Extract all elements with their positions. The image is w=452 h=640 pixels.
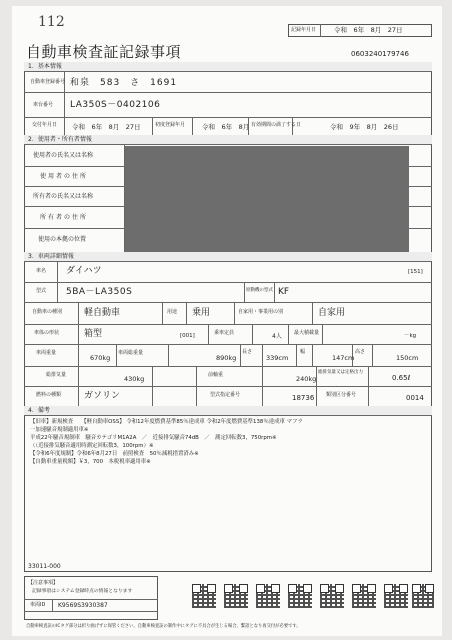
output-label: 総排気量又は定格出力 xyxy=(318,370,363,375)
vehicle-id: K9569S3930387 xyxy=(58,602,108,609)
record-date: 令和 6年 8月 27日 xyxy=(334,26,403,34)
remark-line: 【旧車】新規検査 【軽自動車OSS】 令和12年度燃費基準85％達成車 令和2年度燃費基準138％達成車 マフラ xyxy=(30,419,303,425)
footer-note: 自動車検査証のICタグ部分は折り曲げずに保管ください。自動車検査証の制作中にタグに不具合が生じる場合、繋語となり再交付が必要です。 xyxy=(26,624,301,629)
form-code: 33011-000 xyxy=(28,563,61,570)
chassis-number: LA350S－0402106 xyxy=(70,100,161,110)
make-code: [151] xyxy=(408,269,423,275)
section-basic-heading: 1．基本情報 xyxy=(24,62,432,72)
qr-code xyxy=(384,584,408,608)
first-reg: 令和 6年 8月 xyxy=(202,123,250,131)
height: 150cm xyxy=(396,354,419,362)
page-title: 自動車検査証記録事項 xyxy=(26,43,182,61)
doc-number: 0603240179746 xyxy=(351,50,409,58)
inspection-record-sheet xyxy=(12,6,442,636)
max-load-label: 最大積載量 xyxy=(294,330,320,336)
engine-label: 原動機の型式 xyxy=(246,288,273,293)
qr-code xyxy=(256,584,280,608)
expiry-label: 有効期間の満了する日 xyxy=(251,122,302,128)
type-label: 自動車の種別 xyxy=(32,309,63,315)
chassis-label: 車台番号 xyxy=(33,102,54,108)
vehicle-make: ダイハツ xyxy=(66,266,102,276)
notes-heading: 【注意事項】 xyxy=(28,580,59,586)
vehicle-use: 乗用 xyxy=(192,308,211,318)
use-label: 用途 xyxy=(167,309,178,315)
vehicle-type: 軽自動車 xyxy=(84,308,121,318)
user-address-label: 使用者の住所 xyxy=(40,173,89,180)
remark-line: 【自動車重量税額】￥3，700 本税税率適用車※ xyxy=(30,459,151,465)
first-reg-label: 初度登録年月 xyxy=(155,122,186,128)
class-label: 類別区分番号 xyxy=(326,392,357,398)
width: 147cm xyxy=(332,354,355,362)
issue-date-label: 交付年月日 xyxy=(32,122,58,128)
remark-line: （（近接排気騒音適用時測定回転数3，100rpm）※ xyxy=(30,443,154,449)
user-name-label: 使用者の氏名又は名称 xyxy=(33,152,94,159)
height-label: 高さ xyxy=(355,349,366,355)
displacement-label: 総排気量 xyxy=(46,372,67,378)
cert-number: 18736 xyxy=(292,394,315,402)
fuel-label: 燃料の種類 xyxy=(36,392,62,398)
vehicle-weight: 670kg xyxy=(90,354,111,362)
make-label: 車名 xyxy=(36,268,47,274)
owner-name-label: 所有者の氏名又は名称 xyxy=(33,193,94,200)
purpose-label: 自家用・事業用の別 xyxy=(238,309,284,315)
qr-code xyxy=(288,584,312,608)
class-number: 0014 xyxy=(406,394,424,402)
displacement: 430kg xyxy=(124,375,145,383)
width-label: 幅 xyxy=(300,349,306,355)
body-shape: 箱型 xyxy=(84,329,103,339)
owner-address-label: 所有者の住所 xyxy=(40,214,89,221)
vehicle-id-label: 車両ID xyxy=(30,602,46,608)
section-owner-heading: 2．使用者・所有者情報 xyxy=(24,135,432,145)
model-label: 型式 xyxy=(36,288,47,294)
handwritten-number: 112 xyxy=(38,14,65,30)
capacity: 4人 xyxy=(272,333,282,340)
body-label: 車体の形状 xyxy=(34,330,60,336)
front-axle-label: 前軸重 xyxy=(208,372,224,378)
weight-label: 車両重量 xyxy=(36,350,57,356)
qr-code xyxy=(412,584,434,608)
remark-line: 平成22年騒音規制車 騒音カテゴリM1A2A ／ 近接排気騒音74dB ／ 測定回転数3，750rpm※ xyxy=(30,435,277,441)
cert-label: 型式指定番号 xyxy=(210,392,241,398)
issue-date: 令和 6年 8月 27日 xyxy=(72,123,141,131)
body-code: [001] xyxy=(180,333,195,339)
front-axle-weight: 240kg xyxy=(296,375,317,383)
reg-no: 和泉 583 さ 1691 xyxy=(70,78,178,88)
section-vehicle-heading: 3．車両詳細情報 xyxy=(24,252,432,262)
length-label: 長さ xyxy=(242,349,253,355)
vehicle-purpose: 自家用 xyxy=(318,308,346,318)
base-location-label: 使用の本拠の位置 xyxy=(38,236,87,243)
section-remarks-heading: 4．備考 xyxy=(24,406,432,416)
notes-text: 記録事項はシステム登録時点の情報となります xyxy=(32,589,133,594)
length: 339cm xyxy=(266,354,289,362)
rated-output: 0.65ℓ xyxy=(392,374,411,382)
remark-line: 【令和6年度規制】令和6年8月27日 前照検査 50％減税措置済み※ xyxy=(30,451,199,457)
reg-no-label: 自動車登録番号 xyxy=(30,79,66,85)
qr-code xyxy=(192,584,216,608)
fuel-type: ガソリン xyxy=(84,391,121,401)
gross-weight-label: 車両総重量 xyxy=(118,350,144,356)
capacity-label: 乗車定員 xyxy=(214,330,235,336)
qr-code xyxy=(352,584,376,608)
qr-code xyxy=(224,584,248,608)
expiry-date: 令和 9年 8月 26日 xyxy=(330,123,399,131)
remark-line: 一加速騒音規制適用車※ xyxy=(30,427,89,433)
max-load: －kg xyxy=(404,333,417,339)
gross-weight: 890kg xyxy=(216,354,237,362)
engine-model: KF xyxy=(278,287,290,297)
vehicle-model: 5BA－LA350S xyxy=(66,287,133,297)
qr-code xyxy=(320,584,344,608)
record-date-label: 記録年月日 xyxy=(291,27,317,33)
redaction-block xyxy=(125,146,409,252)
